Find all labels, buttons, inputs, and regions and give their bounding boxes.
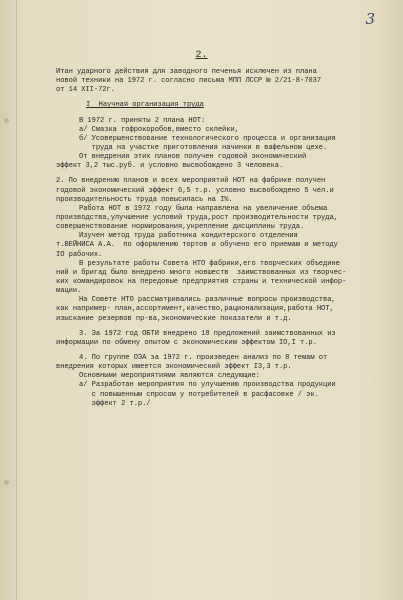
text-line: 2. По внедрению планов и всех мероприятий НОТ на фабрике получен: [56, 177, 326, 186]
binder-hole: [4, 480, 9, 485]
document-body: [56, 68, 386, 409]
text-line: В 1972 г. приняты 2 плана НОТ:: [79, 116, 206, 125]
text-line: годовой экономический эффект 6,5 т.р. условно высвобождено 5 чел.и: [56, 186, 334, 195]
text-line: изыскание резервов пр-ва,экономические показатели и т.д.: [56, 314, 292, 323]
text-line: внедрения которых имеется экономический эффект I3,3 т.р.: [56, 363, 292, 372]
text-line: информации по обмену опытом с экономическим эффектом IO,I т.р.: [56, 338, 317, 347]
archive-page-number: 3: [365, 10, 375, 28]
text-line: ний и бригад было внедрено много новшеств заимствованных из творчес-: [56, 268, 347, 277]
text-line: от 14 XII-72г.: [56, 86, 115, 95]
text-line: производства,улучшение условий труда,рост производительности труда,: [56, 213, 338, 222]
text-line: производительность труда повысилась на I%.: [56, 195, 233, 204]
text-line: эффект 2 т.р./: [79, 399, 151, 408]
text-line: В результате работы Совета НТО фабрики,его творческих объедине: [79, 259, 340, 268]
text-line: Итан ударного действия для заводного печенья исключен из плана: [56, 68, 317, 76]
text-line: а/ Смазка гофрокоробов,вместо склейки,: [79, 125, 239, 134]
text-line: IO рабочих.: [56, 250, 103, 259]
text-line: б/ Усовершенствование технологического процесса и организация: [79, 134, 336, 143]
text-line: На Совете НТО рассматривались различные вопросы производства,: [79, 296, 336, 305]
text-line: а/ Разработан мероприятия по улучшению производства продукции: [79, 381, 336, 390]
text-line: как например- план,ассортимент,качество,рационализация,работа НОТ,: [56, 305, 334, 314]
text-line: 4. По группе ОЭА за 1972 г. произведен анализ по 8 темам от: [79, 353, 328, 362]
text-line: совершенствование нормирования,укрепление дисциплины труда.: [56, 223, 305, 232]
binder-hole: [4, 118, 9, 123]
text-line: ких командировок на передовые предприятия страны и технической инфор-: [56, 277, 347, 286]
text-line: Работа НОТ в 1972 году была направлена на увеличение объема: [79, 204, 328, 213]
margin-line: [16, 0, 17, 600]
text-line: Изучен метод труда работника кондитерского отделения: [79, 232, 298, 241]
page-number: 2.: [195, 50, 208, 61]
text-line: новой техники на 1972 г. согласно письма МПП ЛССР № 2/21-8-7037: [56, 77, 322, 86]
text-line: труда на участке приготовления начинки в вафельном цехе.: [79, 143, 328, 152]
text-line: 3. За 1972 год ОБТИ внедрено 18 предложений заимствованных из: [79, 329, 336, 338]
text-line: с повышенным спросом у потребителей в расфасовке / эк.: [79, 390, 319, 399]
text-line: мации.: [56, 287, 82, 296]
text-line: Основными мероприятиями являются следующие:: [79, 372, 260, 381]
text-line: т.ВЕЙНИСА А.А. по оформлению тортов и обучено его приемам и методу: [56, 241, 338, 250]
section-heading: I Научная организация труда: [86, 101, 204, 110]
text-line: От внедрения этих планов получен годовой экономический: [79, 153, 307, 162]
text-line: эффект 3,2 тыс.руб. и условно высвобождено 3 человека.: [56, 162, 284, 171]
